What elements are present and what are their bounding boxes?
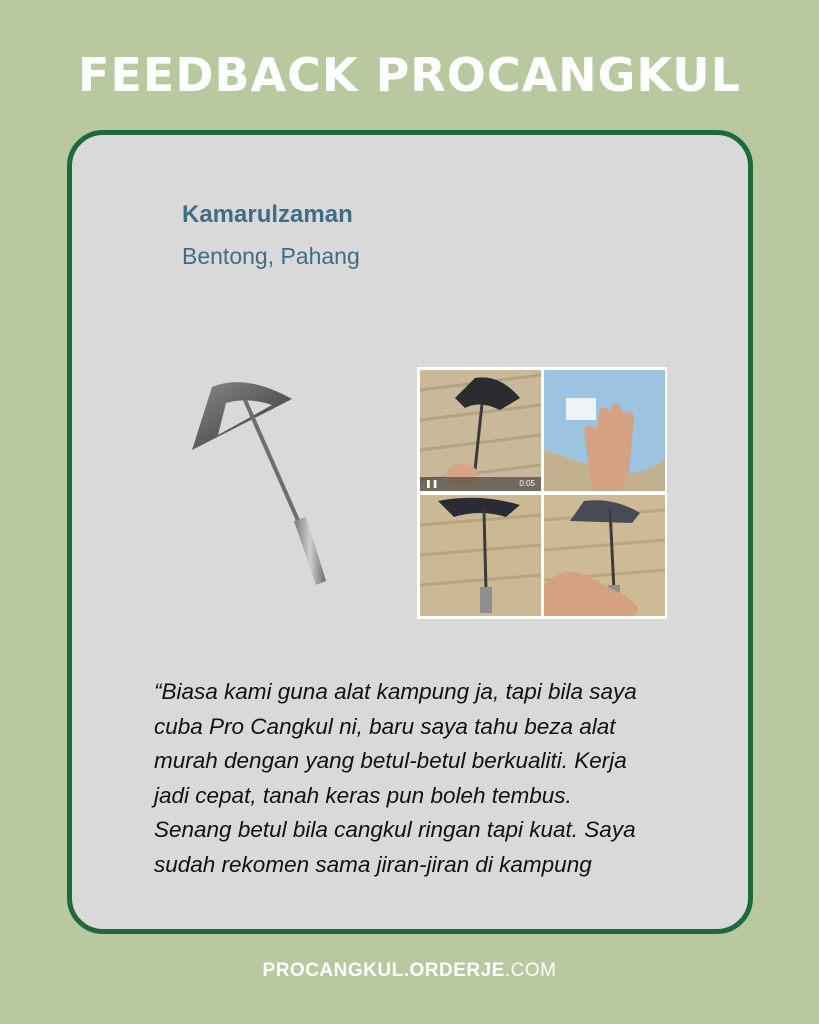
testimonial-card [67, 130, 753, 934]
hoe-photo-1[interactable] [420, 495, 541, 616]
video-duration: 0:05 [519, 479, 535, 488]
hoe-product-image [190, 375, 335, 600]
quote-line: murah dengan yang betul-betul berkualiti. Kerja [154, 748, 627, 774]
video-controls [420, 477, 541, 491]
customer-location: Bentong, Pahang [182, 243, 360, 269]
quote-line: “Biasa kami guna alat kampung ja, tapi bila saya [154, 679, 637, 704]
page-title: FEEDBACK PROCANGKUL [78, 48, 741, 102]
hoe-photo-2[interactable] [544, 495, 665, 616]
package-photo[interactable] [544, 370, 665, 491]
quote-line: cuba Pro Cangkul ni, baru saya tahu beza alat [154, 713, 616, 739]
testimonial-quote [154, 675, 694, 883]
video-thumbnail[interactable] [420, 370, 541, 491]
pause-icon: ❚❚ [425, 479, 439, 488]
footer-url-domain: PROCANGKUL.ORDERJE [262, 960, 505, 981]
quote-line: Senang betul bila cangkul ringan tapi kuat. Saya [154, 817, 636, 843]
footer-url-tld: .COM [504, 960, 557, 981]
quote-line: sudah rekomen sama jiran-jiran di kampung [154, 851, 592, 877]
footer-url[interactable] [0, 960, 819, 982]
quote-line: jadi cepat, tanah keras pun boleh tembus. [154, 782, 572, 808]
customer-name: Kamarulzaman [182, 201, 353, 228]
customer-photo-collage [417, 367, 667, 619]
